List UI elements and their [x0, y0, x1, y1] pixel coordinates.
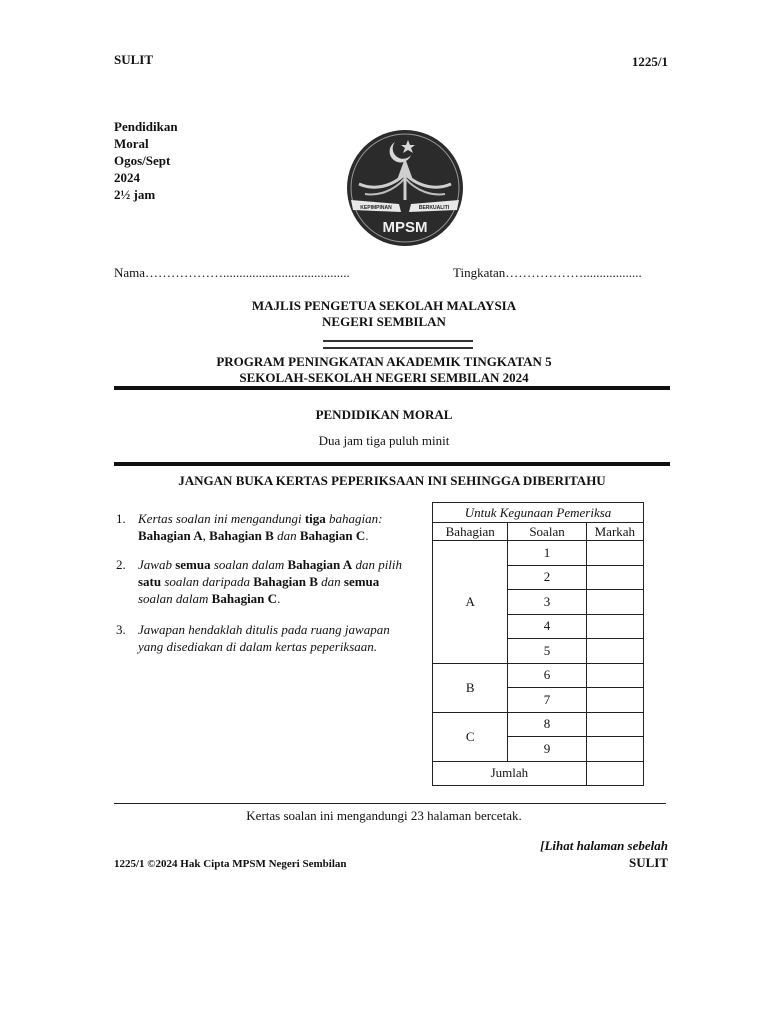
name-dots: ………………....................................... [145, 265, 350, 280]
instruction-run: Jawapan hendaklah ditulis pada ruang jawapan yang disediakan di dalam kertas peperiksaan. [138, 622, 390, 654]
next-page-note: [Lihat halaman sebelah [540, 838, 668, 853]
mark-cell[interactable] [586, 541, 643, 566]
program-line-2: SEKOLAH-SEKOLAH NEGERI SEMBILAN 2024 [239, 370, 529, 385]
question-number: 8 [508, 712, 586, 737]
mark-cell[interactable] [586, 565, 643, 590]
instruction-run: soalan daripada [161, 574, 254, 589]
subject-title: PENDIDIKAN MORAL [315, 407, 453, 422]
mpsm-logo-icon [345, 128, 465, 248]
thick-rule [114, 462, 670, 466]
mark-cell[interactable] [586, 663, 643, 688]
duration-text: Dua jam tiga puluh minit [318, 433, 450, 448]
form-dots: ……………….................. [505, 265, 642, 280]
instruction-run: semua [343, 574, 380, 589]
instruction-text [138, 510, 412, 544]
section-c: C [433, 712, 508, 761]
header-soalan: Soalan [508, 523, 586, 541]
double-separator [323, 340, 473, 349]
instruction-run: dan [317, 574, 344, 589]
instruction-run: Bahagian C [211, 591, 278, 606]
instruction-run: Bahagian A [287, 557, 353, 572]
instruction-item [116, 510, 412, 544]
header-paper-code: 1225/1 [631, 54, 668, 69]
header-bahagian: Bahagian [433, 523, 508, 541]
mark-cell[interactable] [586, 639, 643, 664]
footer-sulit: SULIT [628, 855, 668, 870]
instruction-run: . [365, 528, 369, 543]
name-label: Nama [114, 265, 146, 280]
question-number: 5 [508, 639, 586, 664]
organization-line-2: NEGERI SEMBILAN [322, 314, 446, 329]
name-field[interactable] [114, 265, 350, 281]
logo-text: MPSM [382, 219, 428, 236]
question-number: 1 [508, 541, 586, 566]
question-number: 4 [508, 614, 586, 639]
question-number: 7 [508, 688, 586, 713]
program-line-1: PROGRAM PENINGKATAN AKADEMIK TINGKATAN 5 [216, 354, 552, 369]
logo-ribbon-right: BERKUALITI [418, 205, 450, 211]
instruction-run: bahagian: [325, 511, 383, 526]
copyright-text: 1225/1 ©2024 Hak Cipta MPSM Negeri Sembilan [114, 858, 347, 870]
instruction-text [138, 556, 412, 607]
question-number: 6 [508, 663, 586, 688]
examiner-table-caption: Untuk Kegunaan Pemeriksa [433, 503, 644, 523]
instruction-run: dan pilih [352, 557, 403, 572]
total-label: Jumlah [433, 761, 587, 786]
warning-text: JANGAN BUKA KERTAS PEPERIKSAAN INI SEHINGGA DIBERITAHU [178, 473, 606, 488]
examiner-table [432, 502, 644, 786]
instruction-run: dan [273, 528, 300, 543]
mark-cell[interactable] [586, 688, 643, 713]
mark-cell[interactable] [586, 614, 643, 639]
instruction-run: Bahagian B [253, 574, 318, 589]
mark-cell[interactable] [586, 590, 643, 615]
instruction-run: tiga [304, 511, 326, 526]
question-number: 3 [508, 590, 586, 615]
logo-ribbon-left: KEPIMPINAN [360, 205, 392, 211]
instruction-run: . [277, 591, 281, 606]
page-count-text: Kertas soalan ini mengandungi 23 halaman bercetak. [246, 808, 522, 823]
section-b: B [433, 663, 508, 712]
instruction-run: Bahagian A [138, 528, 203, 543]
instruction-run: Bahagian C [299, 528, 366, 543]
question-number: 9 [508, 737, 586, 762]
instruction-run: soalan dalam [138, 591, 212, 606]
instruction-number: 2. [116, 557, 126, 572]
instruction-run: Jawab [138, 557, 176, 572]
header-sulit: SULIT [114, 52, 154, 67]
instruction-run: Kertas soalan ini mengandungi [138, 511, 305, 526]
subject-info-line: 2024 [114, 170, 140, 185]
bottom-rule [114, 803, 666, 804]
thick-rule [114, 386, 670, 390]
instruction-run: soalan dalam [210, 557, 288, 572]
instruction-item [116, 556, 412, 607]
form-label: Tingkatan [453, 265, 506, 280]
instruction-item [116, 621, 412, 655]
instruction-text [138, 621, 412, 655]
subject-info-line: Pendidikan [114, 119, 178, 134]
section-a: A [433, 541, 508, 664]
subject-info-line: Moral [114, 136, 149, 151]
instruction-run: semua [175, 557, 211, 572]
instruction-number: 1. [116, 511, 126, 526]
subject-info-line: Ogos/Sept [114, 153, 171, 168]
header-markah: Markah [586, 523, 643, 541]
subject-info-line: 2½ jam [114, 187, 156, 202]
question-number: 2 [508, 565, 586, 590]
organization-line-1: MAJLIS PENGETUA SEKOLAH MALAYSIA [251, 298, 517, 313]
mark-cell[interactable] [586, 737, 643, 762]
mark-cell[interactable] [586, 712, 643, 737]
instruction-number: 3. [116, 622, 126, 637]
subject-info [114, 118, 178, 203]
instruction-run: , [202, 528, 210, 543]
form-field[interactable] [453, 265, 642, 281]
total-mark-cell[interactable] [586, 761, 643, 786]
instruction-run: Bahagian B [209, 528, 274, 543]
instruction-run: satu [138, 574, 162, 589]
